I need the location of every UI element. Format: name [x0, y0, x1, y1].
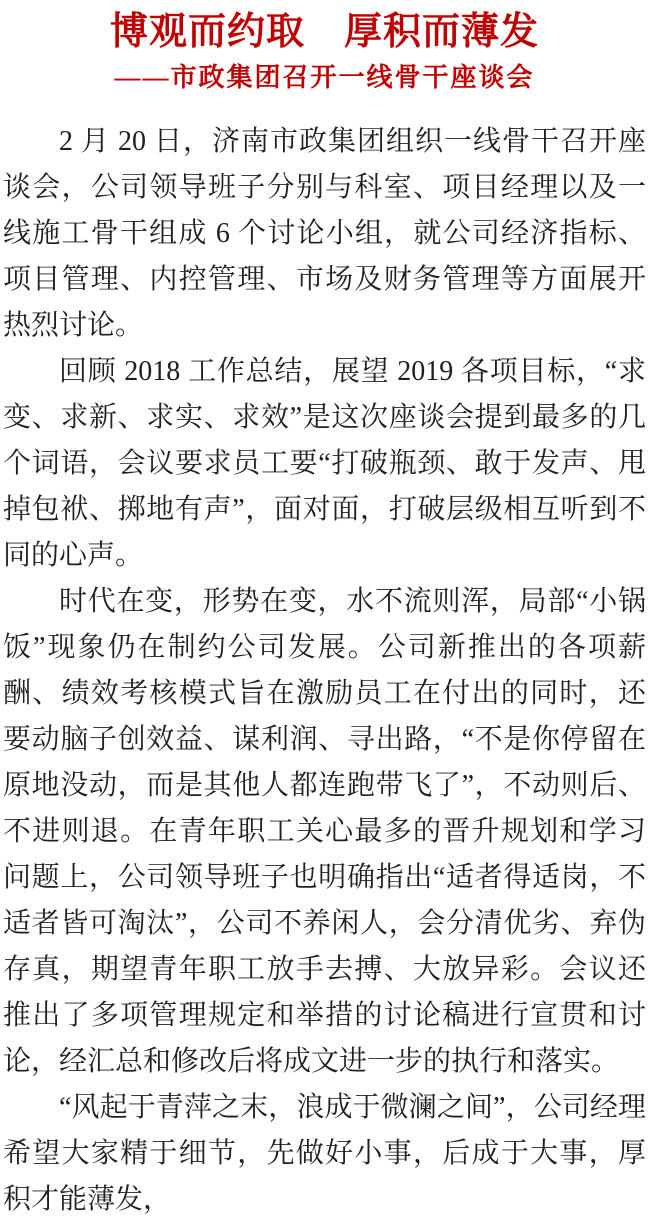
article-paragraph-1: 2 月 20 日，济南市政集团组织一线骨干召开座谈会，公司领导班子分别与科室、项目经理以及一线施工骨干组成 6 个讨论小组，就公司经济指标、项目管理、内控管理、市场及财务管理等方面展开热烈讨论。 [3, 126, 646, 341]
article-title: 博观而约取 厚积而薄发 [109, 11, 539, 53]
article-paragraph-3: 时代在变，形势在变，水不流则浑，局部“小锅饭”现象仍在制约公司发展。公司新推出的各项薪酬、绩效考核模式旨在激励员工在付出的同时，还要动脑子创效益、谋利润、寻出路，“不是你停留在原地没动，而是其他人都连跑带飞了”，不动则后、不进则退。在青年职工关心最多的晋升规划和学习问题上，公司领导班子也明确指出“适者得适岗，不适者皆可淘汰”，公司不养闲人，会分清优劣、弃伪存真，期望青年职工放手去搏、大放异彩。会议还推出了多项管理规定和举措的讨论稿进行宣贯和讨论，经汇总和修改后将成文进一步的执行和落实。 [3, 586, 646, 1077]
article-paragraph-4: “风起于青萍之末，浪成于微澜之间”，公司经理希望大家精于细节，先做好小事，后成于大事，厚积才能薄发， [3, 1092, 646, 1215]
article-subtitle: ——市政集团召开一线骨干座谈会 [114, 63, 535, 92]
article-paragraph-2: 回顾 2018 工作总结，展望 2019 各项目标，“求变、求新、求实、求效”是这次座谈会提到最多的几个词语，会议要求员工要“打破瓶颈、敢于发声、甩掉包袱、掷地有声”，面对面，打破层级相互听到不同的心声。 [3, 356, 646, 571]
